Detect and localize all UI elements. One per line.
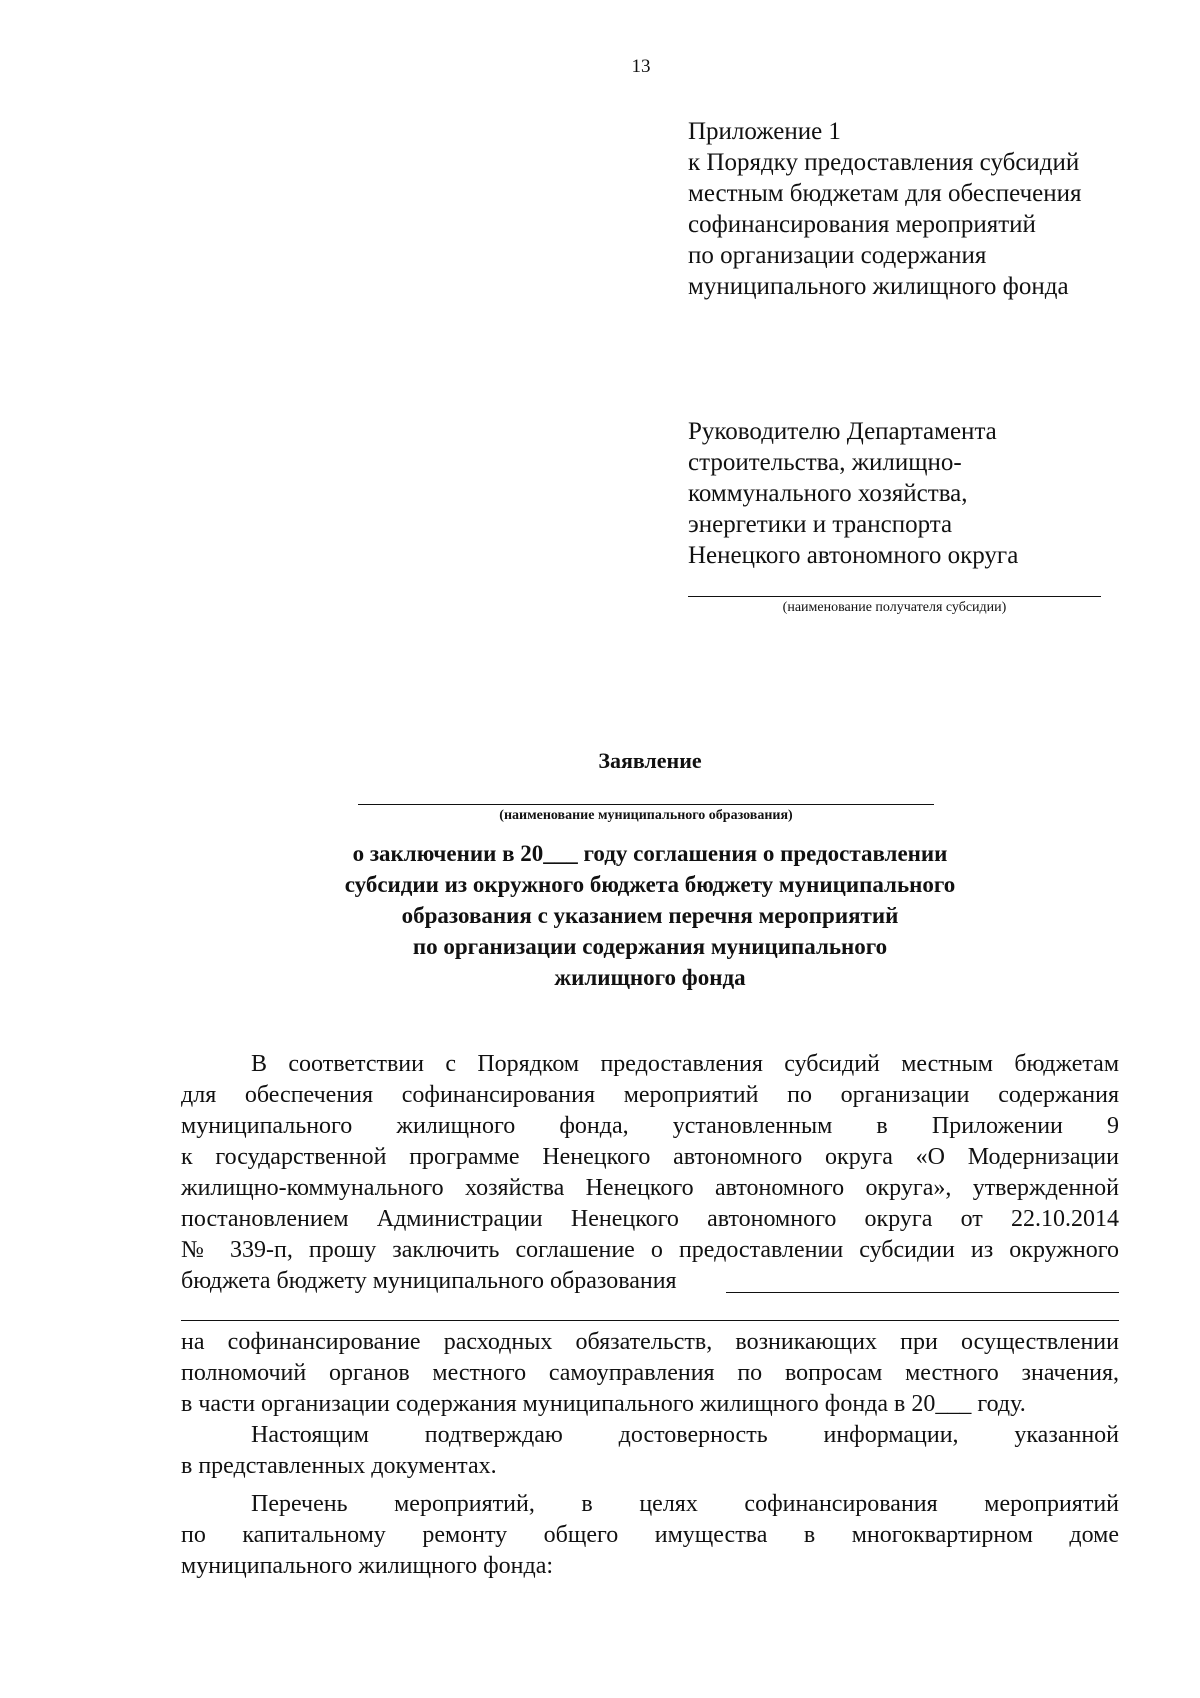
addressee-line: энергетики и транспорта: [688, 511, 953, 538]
body-line: по капитальному ремонту общего имущества в многоквартирном доме: [181, 1522, 1119, 1548]
municipality-blank-line: [358, 804, 934, 805]
appendix-line: к Порядку предоставления субсидий: [688, 149, 1080, 176]
addressee-line: Руководителю Департамента: [688, 418, 997, 445]
appendix-header: [688, 116, 1082, 302]
body-line: к государственной программе Ненецкого автономного округа «О Модернизации: [181, 1144, 1119, 1170]
subject-line: по организации содержания муниципального: [412, 934, 888, 959]
body-line: бюджета бюджету муниципального образования: [181, 1268, 677, 1294]
body-line: муниципального жилищного фонда, установленным в Приложении 9: [181, 1113, 1119, 1139]
body-line: № 339-п, прошу заключить соглашение о предоставлении субсидии из окружного: [181, 1237, 1119, 1263]
appendix-line: по организации содержания: [688, 242, 987, 269]
body-line: для обеспечения софинансирования мероприятий по организации содержания: [181, 1082, 1119, 1108]
recipient-blank-line: [688, 596, 1101, 597]
body-line: муниципального жилищного фонда:: [181, 1553, 554, 1579]
municipality-caption: (наименование муниципального образования): [499, 808, 793, 823]
body-line: в представленных документах.: [181, 1453, 497, 1479]
body-line: постановлением Администрации Ненецкого автономного округа от 22.10.2014: [181, 1206, 1119, 1232]
body-line: жилищно-коммунального хозяйства Ненецкого автономного округа», утвержденной: [181, 1175, 1119, 1201]
subject-line: жилищного фонда: [554, 965, 746, 990]
addressee-block: [688, 416, 1018, 571]
body-line: полномочий органов местного самоуправления по вопросам местного значения,: [181, 1360, 1119, 1386]
body-line: В соответствии с Порядком предоставления субсидий местным бюджетам: [251, 1051, 1119, 1077]
municipality-fill-line: [726, 1292, 1119, 1293]
subject-line: о заключении в 20___ году соглашения о предоставлении: [352, 841, 948, 866]
appendix-line: местным бюджетам для обеспечения: [688, 180, 1082, 207]
body-line: в части организации содержания муниципального жилищного фонда в 20___ году.: [181, 1391, 1026, 1417]
appendix-line: софинансирования мероприятий: [688, 211, 1036, 238]
recipient-caption: (наименование получателя субсидии): [782, 600, 1007, 615]
subject-line: образования с указанием перечня мероприятий: [401, 903, 899, 928]
municipality-fill-line-2: [181, 1320, 1119, 1321]
document-title: Заявление: [598, 748, 702, 773]
page-number: 13: [631, 56, 651, 77]
document-subject: [0, 838, 1200, 993]
appendix-line: Приложение 1: [688, 118, 841, 145]
body-line: Перечень мероприятий, в целях софинансирования мероприятий: [251, 1491, 1119, 1517]
addressee-line: Ненецкого автономного округа: [688, 542, 1019, 569]
appendix-line: муниципального жилищного фонда: [688, 273, 1069, 300]
body-line: на софинансирование расходных обязательств, возникающих при осуществлении: [181, 1329, 1119, 1355]
subject-line: субсидии из окружного бюджета бюджету муниципального: [344, 872, 956, 897]
addressee-line: строительства, жилищно-: [688, 449, 962, 476]
body-line: Настоящим подтверждаю достоверность информации, указанной: [251, 1422, 1119, 1448]
addressee-line: коммунального хозяйства,: [688, 480, 968, 507]
